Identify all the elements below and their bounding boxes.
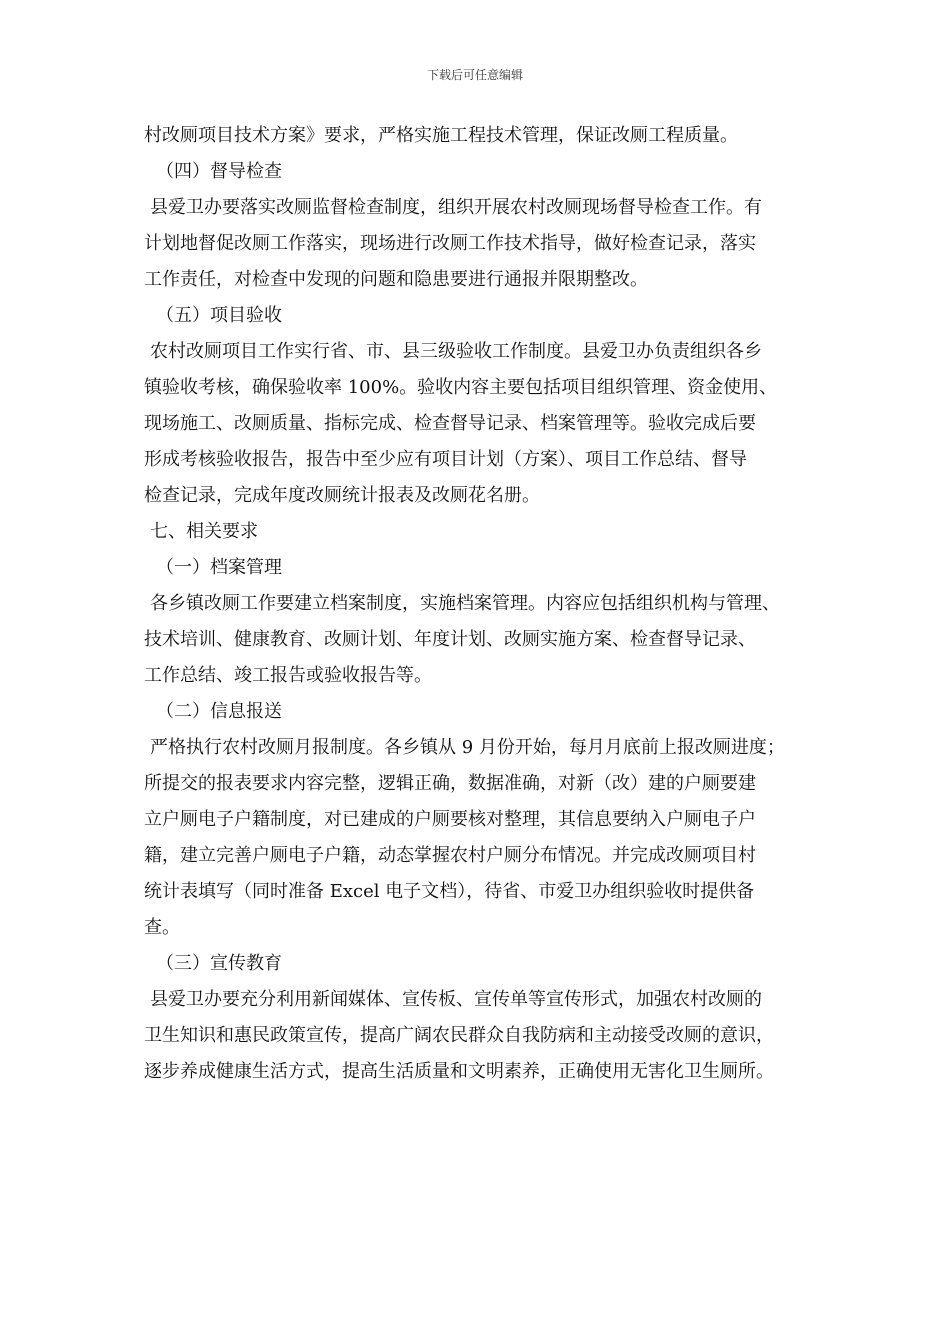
text-line: 统计表填写（同时准备 Excel 电子文档），待省、市爱卫办组织验收时提供备 bbox=[144, 881, 755, 902]
text-line: 计划地督促改厕工作落实，现场进行改厕工作技术指导，做好检查记录，落实 bbox=[144, 233, 756, 254]
text-line: 镇验收考核，确保验收率 100%。验收内容主要包括项目组织管理、资金使用、 bbox=[144, 377, 778, 398]
text-line: （四）督导检查 bbox=[156, 161, 282, 182]
text-line: 村改厕项目技术方案》要求，严格实施工程技术管理，保证改厕工程质量。 bbox=[144, 125, 738, 146]
text-line: 技术培训、健康教育、改厕计划、年度计划、改厕实施方案、检查督导记录、 bbox=[144, 629, 756, 650]
text-line: 立户厕电子户籍制度，对已建成的户厕要核对整理，其信息要纳入户厕电子户 bbox=[144, 809, 756, 830]
text-line: 农村改厕项目工作实行省、市、县三级验收工作制度。县爱卫办负责组织各乡 bbox=[150, 341, 762, 362]
text-line: 籍，建立完善户厕电子户籍，动态掌握农村户厕分布情况。并完成改厕项目村 bbox=[144, 845, 756, 866]
text-line: 所提交的报表要求内容完整，逻辑正确，数据准确，对新（改）建的户厕要建 bbox=[144, 773, 756, 794]
text-line: 逐步养成健康生活方式，提高生活质量和文明素养，正确使用无害化卫生厕所。 bbox=[144, 1061, 774, 1082]
text-line: 形成考核验收报告，报告中至少应有项目计划（方案）、项目工作总结、督导 bbox=[144, 449, 747, 470]
text-line: 七、相关要求 bbox=[150, 521, 258, 542]
text-line: 现场施工、改厕质量、指标完成、检查督导记录、档案管理等。验收完成后要 bbox=[144, 413, 756, 434]
text-line: 县爱卫办要充分利用新闻媒体、宣传板、宣传单等宣传形式，加强农村改厕的 bbox=[150, 989, 762, 1010]
text-line: 查。 bbox=[144, 917, 180, 938]
text-line: 各乡镇改厕工作要建立档案制度，实施档案管理。内容应包括组织机构与管理、 bbox=[150, 593, 780, 614]
text-line: （五）项目验收 bbox=[156, 305, 282, 326]
text-line: 工作总结、竣工报告或验收报告等。 bbox=[144, 665, 432, 686]
text-line: 检查记录，完成年度改厕统计报表及改厕花名册。 bbox=[144, 485, 540, 506]
text-line: （三）宣传教育 bbox=[156, 953, 282, 974]
text-line: 工作责任，对检查中发现的问题和隐患要进行通报并限期整改。 bbox=[144, 269, 648, 290]
document-body bbox=[144, 118, 816, 1090]
text-line: 县爱卫办要落实改厕监督检查制度，组织开展农村改厕现场督导检查工作。有 bbox=[150, 197, 762, 218]
text-line: （二）信息报送 bbox=[156, 701, 282, 722]
text-line: （一）档案管理 bbox=[156, 557, 282, 578]
page-header: 下载后可任意编辑 bbox=[426, 68, 523, 82]
text-line: 卫生知识和惠民政策宣传，提高广阔农民群众自我防病和主动接受改厕的意识， bbox=[144, 1025, 774, 1046]
text-line: 严格执行农村改厕月报制度。各乡镇从 9 月份开始，每月月底前上报改厕进度； bbox=[150, 737, 785, 758]
